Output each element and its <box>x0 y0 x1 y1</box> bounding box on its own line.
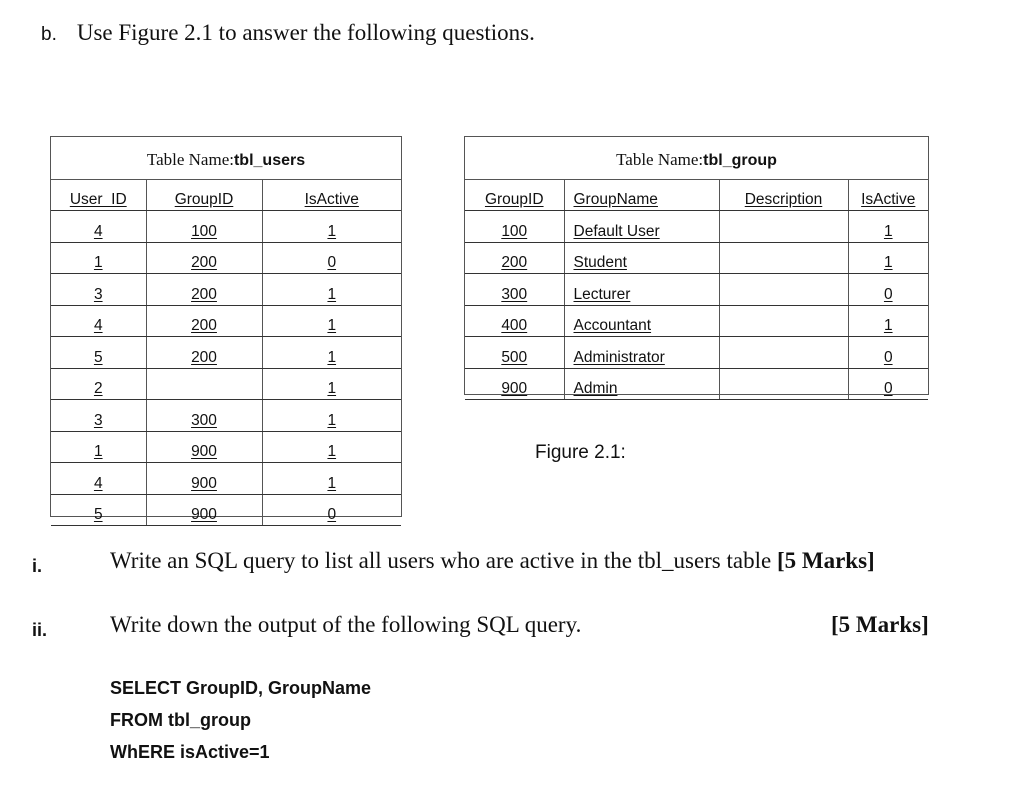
users-table-cell: 1 <box>262 274 401 306</box>
group-table-title <box>465 137 928 180</box>
users-table-cell: 4 <box>51 463 146 495</box>
users-table-cell: 3 <box>51 400 146 432</box>
group-table-cell: 1 <box>848 305 928 337</box>
figure-caption: Figure 2.1: <box>535 442 626 463</box>
table-row <box>51 242 401 274</box>
users-table-cell: 0 <box>262 242 401 274</box>
users-table-cell: 200 <box>146 274 262 306</box>
group-table-header-cell: GroupID <box>465 179 564 211</box>
table-row <box>51 494 401 526</box>
group-table-cell <box>719 305 848 337</box>
users-table-cell: 900 <box>146 494 262 526</box>
question-heading <box>41 20 535 46</box>
group-table-cell: Lecturer <box>564 274 719 306</box>
users-table-cell: 3 <box>51 274 146 306</box>
group-table-cell: Administrator <box>564 337 719 369</box>
heading-text: Use Figure 2.1 to answer the following questions. <box>76 20 535 45</box>
sql-line-where: WhERE isActive=1 <box>110 742 270 762</box>
users-table-header-cell: User_ID <box>51 179 146 211</box>
users-table-cell: 1 <box>51 431 146 463</box>
users-table-title-prefix: Table Name: <box>146 150 234 169</box>
group-table-cell <box>719 337 848 369</box>
users-table-cell: 1 <box>262 431 401 463</box>
question-ii-marks: [5 Marks] <box>831 612 929 637</box>
users-table-cell: 900 <box>146 463 262 495</box>
group-table-cell: 300 <box>465 274 564 306</box>
group-table-cell: 1 <box>848 211 928 243</box>
group-table-cell <box>719 368 848 400</box>
users-table-cell: 200 <box>146 305 262 337</box>
question-ii-number: ii. <box>32 620 48 640</box>
group-table-header-cell: Description <box>719 179 848 211</box>
table-row <box>465 274 928 306</box>
heading-label: b. <box>41 24 57 45</box>
group-table-header-cell: IsActive <box>848 179 928 211</box>
table-row <box>51 463 401 495</box>
group-table-cell: 0 <box>848 337 928 369</box>
question-i-body: Write an SQL query to list all users who are active in the tbl_users table <box>110 548 777 573</box>
group-table-grid <box>465 179 928 400</box>
table-row <box>465 368 928 400</box>
group-table-cell: 200 <box>465 242 564 274</box>
table-row <box>465 211 928 243</box>
users-table-cell: 100 <box>146 211 262 243</box>
group-table <box>464 136 929 395</box>
users-table-header-cell: IsActive <box>262 179 401 211</box>
table-row <box>51 368 401 400</box>
group-table-header-cell: GroupName <box>564 179 719 211</box>
users-table-cell: 4 <box>51 305 146 337</box>
users-table-cell: 200 <box>146 337 262 369</box>
users-table-cell: 1 <box>262 337 401 369</box>
users-table-cell: 300 <box>146 400 262 432</box>
table-row <box>465 305 928 337</box>
users-table-cell <box>146 368 262 400</box>
group-table-cell: Default User <box>564 211 719 243</box>
users-table-title <box>51 137 401 180</box>
table-row <box>465 242 928 274</box>
group-table-title-name: tbl_group <box>703 152 777 169</box>
group-table-cell: 400 <box>465 305 564 337</box>
users-table-cell: 1 <box>262 305 401 337</box>
group-table-cell: 1 <box>848 242 928 274</box>
question-ii-text: Write down the output of the following SQL query. <box>110 612 582 637</box>
group-table-title-prefix: Table Name: <box>616 150 704 169</box>
users-table-cell: 1 <box>262 368 401 400</box>
group-table-cell: 900 <box>465 368 564 400</box>
group-table-cell: Student <box>564 242 719 274</box>
table-row <box>51 274 401 306</box>
sql-line-from: FROM tbl_group <box>110 710 251 730</box>
question-i-text <box>110 548 875 574</box>
table-row <box>51 337 401 369</box>
users-table-cell: 900 <box>146 431 262 463</box>
table-row <box>51 211 401 243</box>
users-table-grid <box>51 179 401 526</box>
users-table-cell: 1 <box>262 463 401 495</box>
group-table-header-row <box>465 179 928 211</box>
group-table-cell: 0 <box>848 368 928 400</box>
users-table-cell: 1 <box>51 242 146 274</box>
users-table-cell: 2 <box>51 368 146 400</box>
users-table-header-cell: GroupID <box>146 179 262 211</box>
group-table-cell <box>719 274 848 306</box>
users-table <box>50 136 402 523</box>
question-i-number: i. <box>32 556 43 576</box>
users-table-header-row <box>51 179 401 211</box>
users-table-cell: 1 <box>262 400 401 432</box>
users-table-cell: 5 <box>51 337 146 369</box>
group-table-cell <box>719 242 848 274</box>
group-table-cell: Accountant <box>564 305 719 337</box>
sql-line-select: SELECT GroupID, GroupName <box>110 678 372 698</box>
users-table-cell: 0 <box>262 494 401 526</box>
group-table-cell: 100 <box>465 211 564 243</box>
users-table-cell: 4 <box>51 211 146 243</box>
users-table-title-name: tbl_users <box>233 152 306 169</box>
group-table-cell: 500 <box>465 337 564 369</box>
group-table-cell: 0 <box>848 274 928 306</box>
table-row <box>51 431 401 463</box>
users-table-cell: 5 <box>51 494 146 526</box>
question-i-marks: [5 Marks] <box>776 548 875 573</box>
users-table-cell: 200 <box>146 242 262 274</box>
group-table-cell: Admin <box>564 368 719 400</box>
table-row <box>51 305 401 337</box>
table-row <box>465 337 928 369</box>
users-table-cell: 1 <box>262 211 401 243</box>
table-row <box>51 400 401 432</box>
group-table-cell <box>719 211 848 243</box>
